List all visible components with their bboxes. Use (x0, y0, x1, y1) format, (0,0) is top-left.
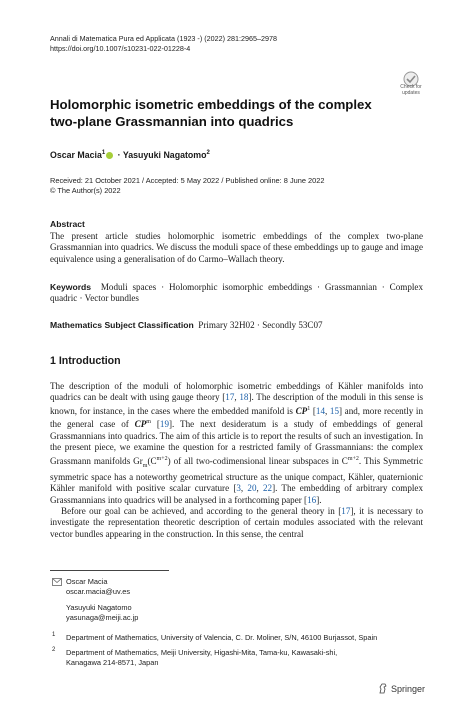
msc-label: Mathematics Subject Classification (50, 320, 194, 330)
citation-link[interactable]: 19 (159, 419, 169, 430)
citation-link[interactable]: 14 (315, 405, 325, 416)
citation-link[interactable]: 16 (307, 494, 317, 505)
affiliation-number: 1 (52, 632, 56, 638)
badge-line1: Check for (400, 84, 422, 90)
math-sub: m (142, 462, 148, 469)
text-run: , (325, 405, 330, 416)
author-name[interactable]: Yasuyuki Nagatomo (122, 150, 207, 160)
publication-dates (50, 176, 324, 196)
text-run: [ (150, 419, 160, 430)
contact-name: Yasuyuki Nagatomo (66, 603, 132, 612)
text-run: , (234, 392, 240, 403)
affiliation-line: Kanagawa 214-8571, Japan (66, 658, 159, 667)
text-run: ]. The embedding of arbitrary complex Grassmannians into quadrics will be analysed in a forthcoming paper [ (50, 483, 423, 505)
affiliation-1: Department of Mathematics, University of Valencia, C. Dr. Moliner, S/N, 46100 Burjassot, Spain (66, 633, 378, 642)
citation-link[interactable]: 17 (341, 505, 351, 516)
author-list (50, 150, 210, 160)
math-sup: m+2 (156, 455, 168, 462)
author-separator: · (115, 150, 123, 160)
text-run: ], it is necessary to investigate the representation theoretic description of certain modules associated with the relevant vector bundles appearing in the construction. In this sense, the central (50, 505, 423, 539)
orcid-icon[interactable] (106, 152, 113, 159)
contact-name: Oscar Macia (66, 577, 108, 586)
author-name[interactable]: Oscar Macia (50, 150, 102, 160)
keywords-label: Keywords (50, 282, 92, 292)
badge-line2: updates (402, 90, 420, 96)
publisher-logo (378, 683, 425, 694)
contact-email[interactable]: yasunaga@meiji.ac.jp (66, 613, 139, 622)
subject-classification (50, 320, 423, 330)
section-heading: 1 Introduction (50, 355, 121, 367)
text-run: [ (310, 405, 316, 416)
citation-link[interactable]: 17 (225, 392, 235, 403)
journal-citation: Annali di Matematica Pura ed Applicata (1923 -) (2022) 281:2965–2978 (50, 34, 277, 43)
affiliation-line: Department of Mathematics, Meiji University, Higashi-Mita, Tama-ku, Kawasaki-shi, (66, 648, 338, 657)
contact-author-1 (66, 577, 130, 597)
text-run: Before our goal can be achieved, and according to the general theory in [ (61, 505, 342, 516)
text-run: ]. The description of the moduli in this sense is known, for instance, in the cases where the embedded manifold is (50, 392, 424, 416)
paragraph (50, 506, 423, 540)
math-cp: CP (295, 405, 308, 416)
introduction-body (50, 381, 423, 540)
citation-link[interactable]: 3 (236, 483, 241, 494)
publisher-name: Springer (391, 684, 426, 694)
doi-link[interactable]: https://doi.org/10.1007/s10231-022-01228-4 (50, 44, 191, 53)
contact-email[interactable]: oscar.macia@uv.es (66, 587, 131, 596)
paragraph (50, 381, 423, 506)
envelope-icon (52, 578, 62, 588)
math-sup: m (146, 419, 151, 426)
springer-horse-icon (378, 683, 388, 694)
citation-link[interactable]: 22 (262, 483, 273, 494)
affiliation-2 (66, 648, 416, 668)
text-run: The description of the moduli of holomorphic isometric embeddings of Kähler manifolds into quadrics can be dealt with using gauge theory [ (50, 381, 423, 403)
journal-header (50, 34, 277, 54)
affiliation-marker: 2 (206, 150, 210, 157)
text-run: , (256, 483, 263, 494)
affiliation-number: 2 (52, 647, 56, 653)
msc-text: Primary 32H02 · Secondly 53C07 (198, 320, 323, 330)
citation-link[interactable]: 18 (239, 392, 249, 403)
history-line: Received: 21 October 2021 / Accepted: 5 May 2022 / Published online: 8 June 2022 (50, 176, 325, 185)
affiliation-marker: 1 (101, 150, 106, 157)
math-cp: CP (134, 419, 147, 430)
citation-link[interactable]: 15 (329, 405, 339, 416)
math-sup: m+2 (347, 455, 359, 462)
text-run: ] and, more recently in the general case of (50, 405, 423, 430)
copyright-line: © The Author(s) 2022 (50, 186, 121, 195)
keywords (50, 282, 423, 305)
article-title: Holomorphic isometric embeddings of the complex two-plane Grassmannian into quadrics (50, 97, 372, 129)
text-run: ]. The next desideratum is a study of embeddings of general Grassmannians into quadrics. The aim of this article is to report the results of such an investigation. In the present piece, we examine the question for a restricted family of Grassmannians: the complex Grassmann manifolds Gr (50, 419, 423, 466)
check-for-updates-badge[interactable] (394, 70, 428, 104)
math-sup: 1 (307, 405, 311, 412)
contact-author-2 (66, 603, 138, 623)
abstract-text: The present article studies holomorphic isometric embeddings of the complex two-plane Grassmannian into quadrics. We discuss the moduli space of these embeddings up to gauge and image equivalence using a generalisation of do Carmo–Wallach theory. (50, 231, 423, 264)
text-run: ]. (316, 494, 322, 505)
math-arg: (C (147, 455, 157, 466)
citation-link[interactable]: 20 (247, 483, 257, 494)
keywords-text: Moduli spaces · Holomorphic isomorphic embeddings · Grassmannian · Complex quadric · Vector bundles (50, 282, 424, 304)
abstract-heading: Abstract (50, 219, 85, 229)
text-run: , (240, 483, 248, 494)
text-run: ) of all two-codimensional linear subspaces in C (167, 455, 348, 466)
text-run: . This Symmetric symmetric space has a noteworthy geometrical structure as the unique compact, Kähler, quaternionic Kähler manifold with positive scalar curvature [ (50, 455, 423, 494)
footnote-divider (50, 570, 169, 571)
